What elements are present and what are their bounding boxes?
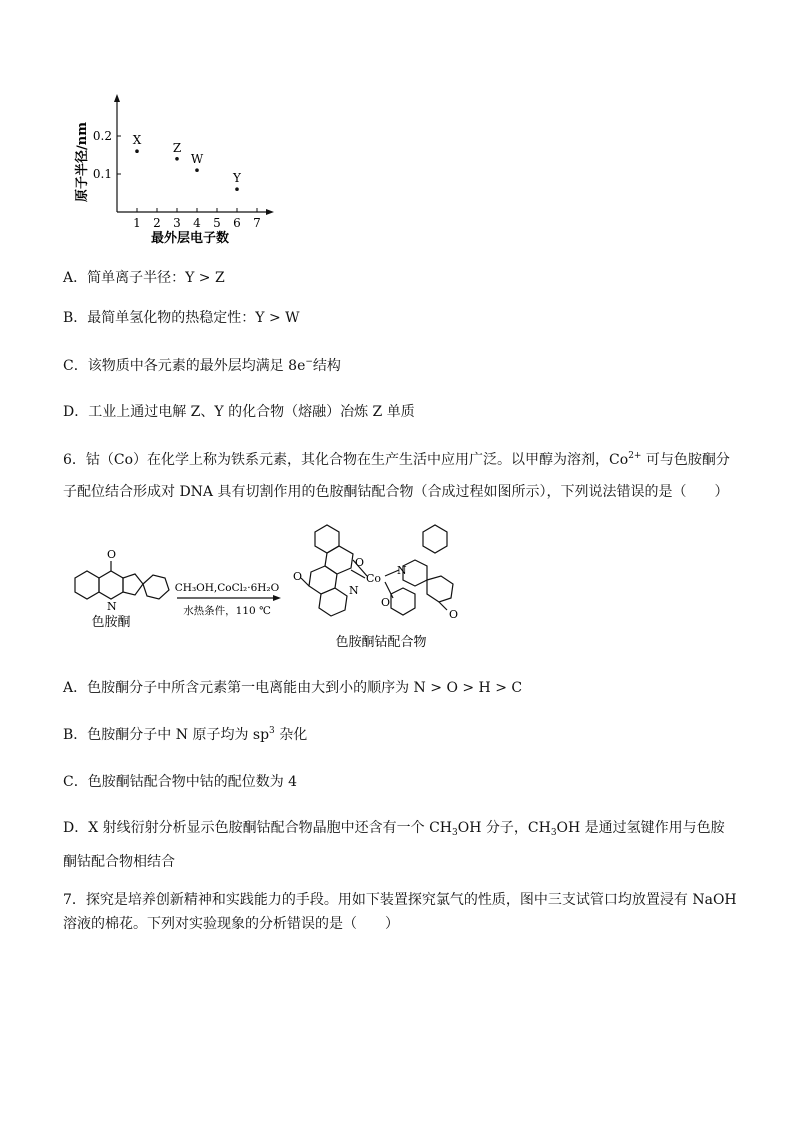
x-tick-label: 2 [153, 216, 161, 230]
product-ring-5 [423, 525, 447, 553]
q6-stem-text: 6．钴（Co）在化学上称为铁系元素，其化合物在生产生活中应用广泛。以甲醇为溶剂，Co [63, 452, 629, 468]
q6-option-d-line-1 [63, 818, 725, 838]
q6-stem-line-1 [63, 450, 730, 470]
data-point-y [235, 187, 239, 191]
data-point-z [175, 157, 179, 161]
data-point-w [195, 168, 199, 172]
q6-option-d-text-2: OH 分子，CH [457, 820, 551, 836]
y-tick-label: 0.1 [92, 167, 112, 181]
product-ring-2 [325, 546, 353, 574]
q6-option-a: A．色胺酮分子中所含元素第一电离能由大到小的顺序为 N > O > H > C [63, 680, 523, 696]
q5-option-c [63, 356, 341, 376]
q5-option-d: D．工业上通过电解 Z、Y 的化合物（熔融）冶炼 Z 单质 [63, 404, 415, 420]
x-tick-label: 7 [253, 216, 261, 230]
product-carbonyl-2 [439, 602, 447, 610]
y-tick-label: 0.2 [92, 129, 112, 143]
reactant-name: 色胺酮 [91, 615, 131, 630]
product-o-label-4: O [449, 608, 459, 621]
reactant-o-label: O [107, 548, 117, 561]
x-tick-label: 3 [173, 216, 181, 230]
product-ring-4 [319, 588, 347, 616]
product-ring-7 [391, 588, 415, 615]
reactant-n-label: N [107, 600, 117, 613]
product-o-label-3: O [293, 570, 303, 583]
product-name: 色胺酮钴配合物 [335, 635, 427, 650]
q6-option-b-tail: 杂化 [274, 727, 308, 743]
q6-stem-line-2: 子配位结合形成对 DNA 具有切割作用的色胺酮钴配合物（合成过程如图所示），下列说法错误的是（ ） [63, 484, 729, 500]
ch3-sub-1: 3 [452, 828, 458, 838]
q7-stem-line-1: 7．探究是培养创新精神和实践能力的手段。用如下装置探究氯气的性质，图中三支试管口均放置浸有 NaOH [63, 892, 737, 908]
x-tick-label: 4 [193, 216, 201, 230]
q6-option-b-text: B．色胺酮分子中 N 原子均为 sp [63, 727, 270, 743]
reactant-five-ring [123, 574, 143, 595]
y-axis-arrow [114, 94, 120, 102]
reaction-arrow-head [273, 595, 281, 601]
x-axis-label: 最外层电子数 [150, 231, 230, 246]
reaction-condition: 水热条件，110 ℃ [183, 605, 271, 617]
data-label-z: Z [172, 140, 182, 155]
y-axis-label: 原子半径/nm [75, 122, 90, 202]
q6-option-d-text-3: OH 是通过氢键作用与色胺 [556, 820, 725, 836]
product-co-label: Co [366, 572, 382, 585]
ch3-sub-2: 3 [550, 828, 557, 838]
q6-option-d-line-2: 酮钴配合物相结合 [63, 854, 175, 870]
q7-stem-line-2: 溶液的棉花。下列对实验现象的分析错误的是（ ） [63, 916, 399, 932]
data-label-y: Y [233, 171, 241, 186]
q5-option-c-text: C．该物质中各元素的最外层均满足 8e [63, 358, 306, 374]
q6-stem-tail: 可与色胺酮分 [641, 452, 730, 468]
product-ring-3 [309, 566, 337, 594]
q6-option-b [63, 725, 307, 745]
electron-charge-sup: − [305, 357, 313, 367]
hybrid-sup: 3 [269, 726, 275, 736]
cobalt-charge-sup: 2+ [628, 451, 642, 461]
atomic-radius-chart [70, 92, 290, 252]
q5-option-b: B．最简单氢化物的热稳定性：Y > W [63, 310, 300, 326]
product-o-label-1: O [355, 556, 365, 569]
x-axis-arrow [266, 209, 274, 215]
data-point-x [135, 149, 139, 153]
product-ring-8 [427, 576, 453, 602]
x-tick-label: 1 [133, 216, 141, 230]
product-ring-1 [315, 525, 339, 553]
reactant-pyrimidine-ring [99, 571, 123, 599]
q6-option-d-text-1: D．X 射线衍射分析显示色胺酮钴配合物晶胞中还含有一个 CH [63, 820, 453, 836]
product-n-label-1: N [349, 584, 359, 597]
reactant-aryl-ring [143, 575, 169, 599]
product-o-label-2: O [381, 596, 391, 609]
reaction-reagent: CH₃OH,CoCl₂·6H₂O [174, 582, 280, 594]
q6-option-c: C．色胺酮钴配合物中钴的配位数为 4 [63, 774, 298, 790]
product-carbonyl-1 [301, 578, 309, 586]
q5-option-a: A．简单离子半径：Y > Z [63, 270, 225, 286]
data-label-w: W [190, 152, 204, 167]
x-tick-label: 5 [213, 216, 221, 230]
reaction-scheme [63, 518, 463, 658]
data-label-x: X [132, 133, 142, 148]
q5-option-c-tail: 结构 [312, 358, 341, 374]
x-tick-label: 6 [233, 216, 241, 230]
reactant-benzene-ring [75, 571, 99, 599]
product-n-label-2: N [397, 564, 407, 577]
